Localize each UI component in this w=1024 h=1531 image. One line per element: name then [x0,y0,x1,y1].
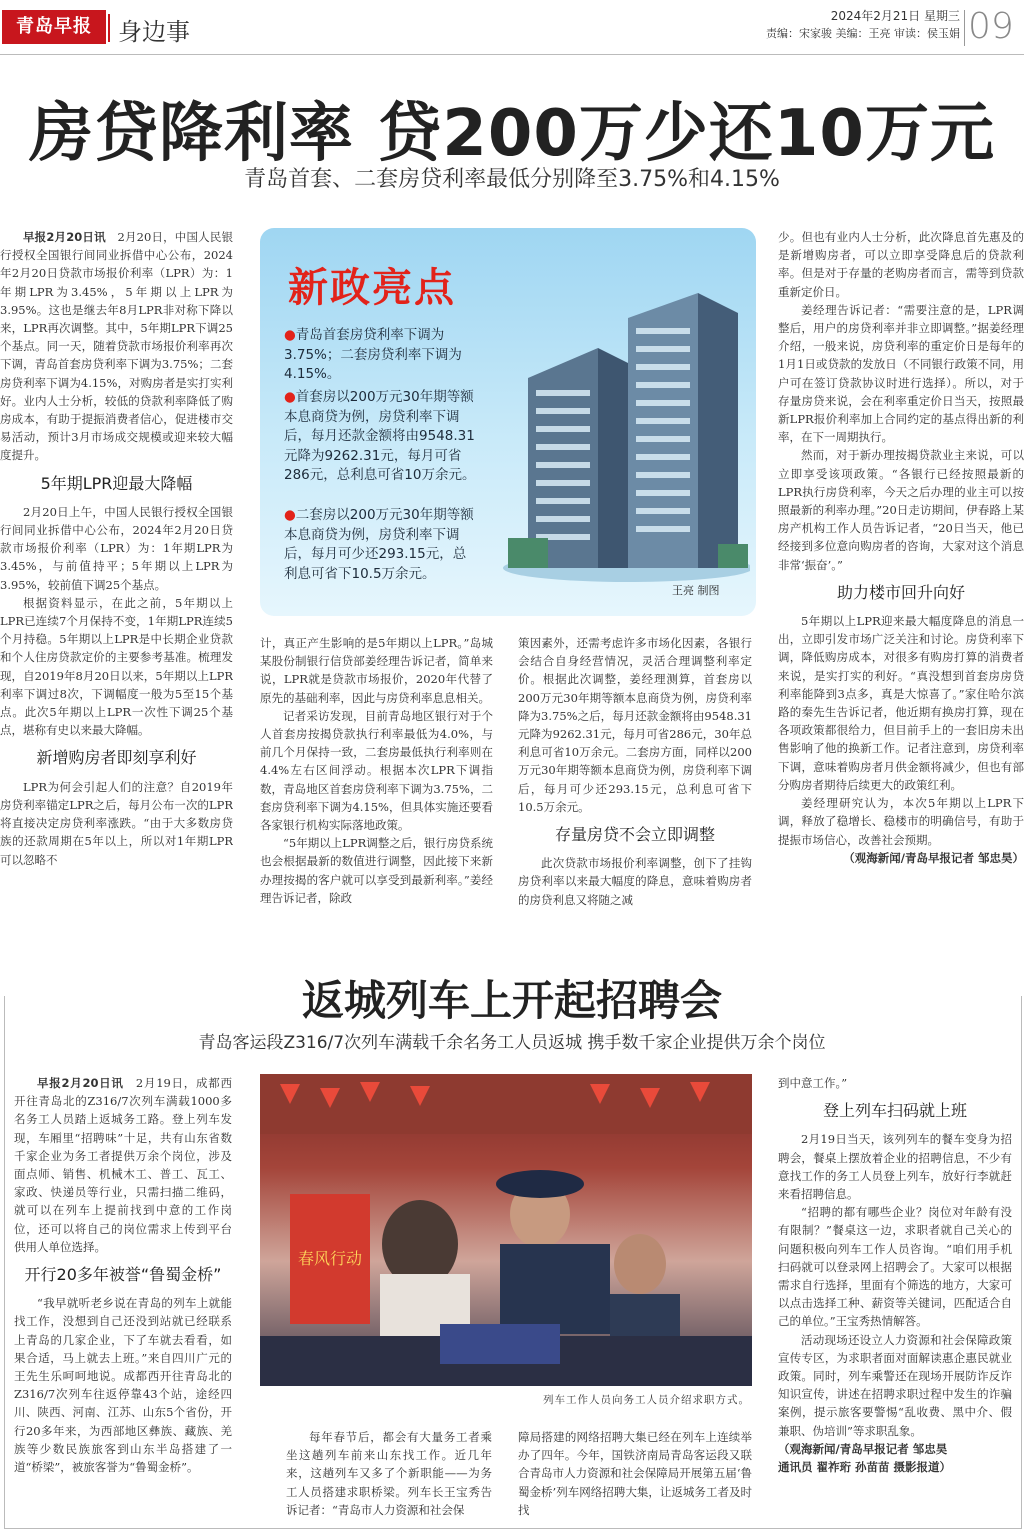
article1-paragraph: 少。但也有业内人士分析，此次降息首先惠及的是新增购房者，可以立即享受降息后的贷款利率。但是对于存量的老购房者而言，需等到贷款重新定价日。 [778,230,1024,299]
article2-paragraph: “我早就听老乡说在青岛的列车上就能找工作，没想到自己还没到站就已经联系上青岛的几家企业，下了车就去看看，如果合适，马上就去上班。”来自四川广元的王先生乐呵呵地说。成都西开往青岛北的Z316/7次列车往返停靠43个站，途经四川、陕西、河南、江苏、山东5个省份，开行20多年来，为西部地区彝族、藏族、羌族等少数民族旅客到山东半岛搭建了一道“桥梁”，被旅客誉为“鲁蜀金桥”。 [14,1296,232,1475]
masthead-rule [0,54,1024,55]
masthead [0,0,1024,56]
article2-lead-label: 早报2月20日讯 [37,1076,124,1090]
bullet-dot-icon: ● [284,389,296,405]
article1-paragraph: “5年期以上LPR调整之后，银行房贷系统也会根据最新的数值进行调整，因此接下来新办理按揭的客户就可以享受到最新利率。”姜经理告诉记者，除政 [260,836,493,905]
article2-paragraph: 活动现场还设立人力资源和社会保障政策宣传专区，为求职者面对面解读惠企惠民就业政策。同时，列车乘警还在现场开展防诈反诈知识宣传，讲述在招聘求职过程中发生的诈骗案例，提示旅客要警惕“乱收费、黑中介、假兼职、伪培训”等求职乱象。 [778,1332,1012,1438]
bullet-dot-icon: ● [284,327,296,343]
article1-subheading-newbuyer: 新增购房者即刻享利好 [36,748,197,768]
article1-subheading-boost: 助力楼市回升向好 [836,582,965,602]
article2-paragraph: 每年春节后，都会有大量务工者乘坐这趟列车前来山东找工作。近几年来，这趟列车又多了个新职能——为务工人员搭建求职桥梁。列车长王宝秀告诉记者：“青岛市人力资源和社会保 [286,1430,492,1517]
article1-paragraph: 此次贷款市场报价利率调整，创下了挂钩房贷利率以来最大幅度的降息，意味着购房者的房贷利息又将随之减 [518,856,752,907]
section-divider [108,14,110,42]
issue-date: 2024年2月21日 星期三 [830,9,960,23]
article1-lead-label: 早报2月20日讯 [23,230,106,244]
photo-scene-illustration [260,1074,752,1386]
article2-column-2 [286,1428,492,1524]
photo-caption: 列车工作人员向务工人员介绍求职方式。 [543,1394,750,1406]
article1-column-3 [518,634,752,934]
article1-paragraph: 5年期以上LPR迎来最大幅度降息的消息一出，立即引发市场广泛关注和讨论。房贷利率下调，降低购房成本，对很多有购房打算的消费者来说，是实打实的利好。“真没想到首套房房贷利率能降到3点多，真是大惊喜了。”家住哈尔滨路的秦先生告诉记者，他近期有换房打算，现在各项政策都很给力，但目前手上的一套旧房未出售影响了他的换新工作。记者注意到，房贷利率下调，意味着购房者月供金额将减少，但也有部分购房者期待后续更大的政策红利。 [778,614,1024,792]
article2-paragraph: 2月19日当天，该列列车的餐车变身为招聘会，餐桌上摆放着企业的招聘信息，不少有意找工作的务工人员登上列车，放好行李就赶来看招聘信息。 [778,1132,1012,1202]
infobox-item-2: ●首套房以200万元30年期等额本息商贷为例，房贷利率下调后，每月还款金额将由9548.31元降为9262.31元，每月可省286元，总利息可省10万余元。 [284,389,476,483]
article1-paragraph: 姜经理研究认为，本次5年期以上LPR下调，释放了稳增长、稳楼市的明确信号，有助于提振市场信心，改善社会预期。 [778,796,1024,847]
infobox-title: 新政亮点 [288,265,456,311]
policy-highlights-infobox [260,228,756,616]
recruitment-photo [260,1074,752,1386]
article1-subheading-5year: 5年期LPR迎最大降幅 [40,473,193,493]
infobox-item-1: ●青岛首套房贷利率下调为3.75%；二套房贷利率下调为4.15%。 [284,327,462,382]
infobox-credit: 王亮 制图 [672,584,720,597]
bullet-dot-icon: ● [284,507,296,523]
article1-column-1 [0,228,233,934]
article1-subhead: 青岛首套、二套房贷利率最低分别降至3.75%和4.15% [244,167,780,192]
newspaper-logo: 青岛早报 [2,10,106,44]
article1-column-4 [778,228,1024,934]
article1-column-2 [260,634,493,934]
article2-column-3 [518,1428,752,1524]
section-name: 身边事 [118,18,190,46]
photo-banner-text: 春风行动 [297,1249,363,1268]
article1-paragraph: 2月20日，中国人民银行授权全国银行间同业拆借中心公布，2024年2月20日贷款市场报价利率（LPR）为：1年期LPR为3.45%，5年期以上LPR为3.95%。这也是继去年8月LPR非对称下降以来，LPR再次调整。其中，5年期LPR下调25个基点。同一天，随着贷款市场报价利率再次下调，青岛首套房贷利率下调为3.75%；二套房贷利率下调为4.15%，对购房者是实打实利好。业内人士分析，较低的贷款利率降低了购房成本，有助于提振消费者信心，促进楼市交易活动，预计3月市场成交规模或迎来较大幅度提升。 [0,230,233,463]
article2-headline: 返城列车上开起招聘会 [301,976,722,1025]
article2-subheading-bridge: 开行20多年被誉“鲁蜀金桥” [24,1265,222,1285]
article1-headline: 房贷降利率 贷200万少还10万元 [29,97,995,171]
article1-paragraph: 然而，对于新办理按揭贷款业主来说，可以立即享受该项政策。“各银行已经按照最新的LPR执行房贷利率，今天之后办理的业主可以按照最新的利率办理。”20日走访期间，伊春路上某房产机构工作人员告诉记者，“20日当天，他已经接到多位意向购房者的咨询，大家对这个消息非常‘振奋’。” [778,448,1024,572]
article2-paragraph: 到中意工作。” [778,1076,848,1090]
article1-paragraph: 记者采访发现，目前青岛地区银行对于个人首套房按揭贷款执行利率最低为4.0%，与前几个月保持一致，二套房最低执行利率则在4.4%左右区间浮动。根据本次LPR下调指数，青岛地区首套房贷利率下调为3.75%，二套房贷利率下调为4.15%，但具体实施还要看各家银行机构实际落地政策。 [260,708,493,833]
editor-credits: 责编：宋家骏 美编：王亮 审读：侯玉娟 [766,27,960,40]
article2-paragraph: 障局搭建的网络招聘大集已经在列车上连续举办了四年。今年，国铁济南局青岛客运段又联合青岛市人力资源和社会保障局开展第五届‘鲁蜀金桥’列车网络招聘大集，让返城务工者及时找 [518,1430,752,1517]
article2-column-1 [14,1074,232,1522]
article1-subheading-existing: 存量房贷不会立即调整 [554,825,715,845]
article1-byline: （观海新闻/青岛早报记者 邹忠昊） [843,850,1024,865]
article2-subhead: 青岛客运段Z316/7次列车满载千余名务工人员返城 携手数千家企业提供万余个岗位 [198,1033,826,1053]
article1-paragraph: LPR为何会引起人们的注意？自2019年房贷利率锚定LPR之后，每月公布一次的LPR将直接决定房贷利率涨跌。“由于大多数房贷族的还款周期在5年以上，所以对1年期LPR可以忽略不 [0,779,233,867]
page-number: 09 [968,6,1014,47]
article2-subheading-scan: 登上列车扫码就上班 [822,1101,967,1121]
article2-paragraph: “招聘的都有哪些企业？岗位对年龄有没有限制？”餐桌这一边，求职者就自己关心的问题积极向列车工作人员咨询。“咱们用手机扫码就可以登录网上招聘会了。大家可以根据需求自行选择，里面有个筛选的地方，大家可以点击选择工种、薪资等关键词，匹配适合自己的单位。”王宝秀热情解答。 [778,1205,1012,1329]
article1-paragraph: 根据资料显示，在此之前，5年期以上LPR已连续7个月保持不变，1年期LPR连续5个月持稳。5年期以上LPR是中长期企业贷款和个人住房贷款定价的主要参考基准。梳理发现，自2019年8月20日以来，5年期以上LPR利率下调过8次，下调幅度一般为5至15个基点。此次5年期以上LPR一次性下调25个基点，堪称有史以来最大降幅。 [0,595,233,738]
buildings-illustration [488,268,750,588]
article1-paragraph: 策因素外，还需考虑许多市场化因素，各银行会结合自身经营情况，灵活合理调整利率定价。根据此次调整，姜经理测算，首套房以200万元30年期等额本息商贷为例，房贷利率降为3.75%之后，每月还款金额将由9548.31元降为9262.31元，每月可省286元，30年总利息可省10万余元。二套房方面，同样以200万元30年期等额本息商贷为例，房贷利率下调后，每月可少还293.15元，总利息可省下10.5万余元。 [518,636,752,814]
page-number-divider [964,10,965,46]
article2-paragraph: 2月19日，成都西开往青岛北的Z316/7次列车满载1000多名务工人员踏上返城务工路。登上列车发现，车厢里“招聘味”十足，共有山东省数千家企业为务工者提供万余个岗位，涉及面点师、销售、机械木工、普工、瓦工、家政、快递员等行业，只需扫描二维码，就可以在列车上提前找到中意的工作岗位，还可以将自己的岗位需求上传到平台供用人单位选择。 [14,1076,232,1254]
article1-paragraph: 计，真正产生影响的是5年期以上LPR。”岛城某股份制银行信贷部姜经理告诉记者，简单来说，LPR就是贷款市场报价，2020年代替了原先的基础利率，因此与房贷利率息息相关。 [260,636,493,705]
article2-column-4 [778,1074,1012,1526]
article1-paragraph: 姜经理告诉记者：“需要注意的是，LPR调整后，用户的房贷利率并非立即调整。”据姜经理介绍，一般来说，房贷利率的重定价日是每年的1月1日或贷款的发放日（不同银行政策不同，用户可在签订贷款协议时进行选择）。所以，对于存量房贷来说，会在利率重定价日当天，按照最新LPR报价利率加上合同约定的基点得出新的利率，在下一周期执行。 [778,302,1024,445]
article1-paragraph: 2月20日上午，中国人民银行授权全国银行间同业拆借中心公布，2024年2月20日贷款市场报价利率（LPR）为：1年期LPR为3.45%，与前值持平；5年期以上LPR为3.95%，较前值下调25个基点。 [0,504,233,592]
infobox-item-3: ●二套房以200万元30年期等额本息商贷为例，房贷利率下调后，每月可少还293.15元，总利息可省下10.5万余元。 [284,507,474,582]
article2-byline: （观海新闻/青岛早报记者 邹忠昊 通讯员 翟祚珩 孙苗苗 摄影报道） [778,1441,952,1475]
